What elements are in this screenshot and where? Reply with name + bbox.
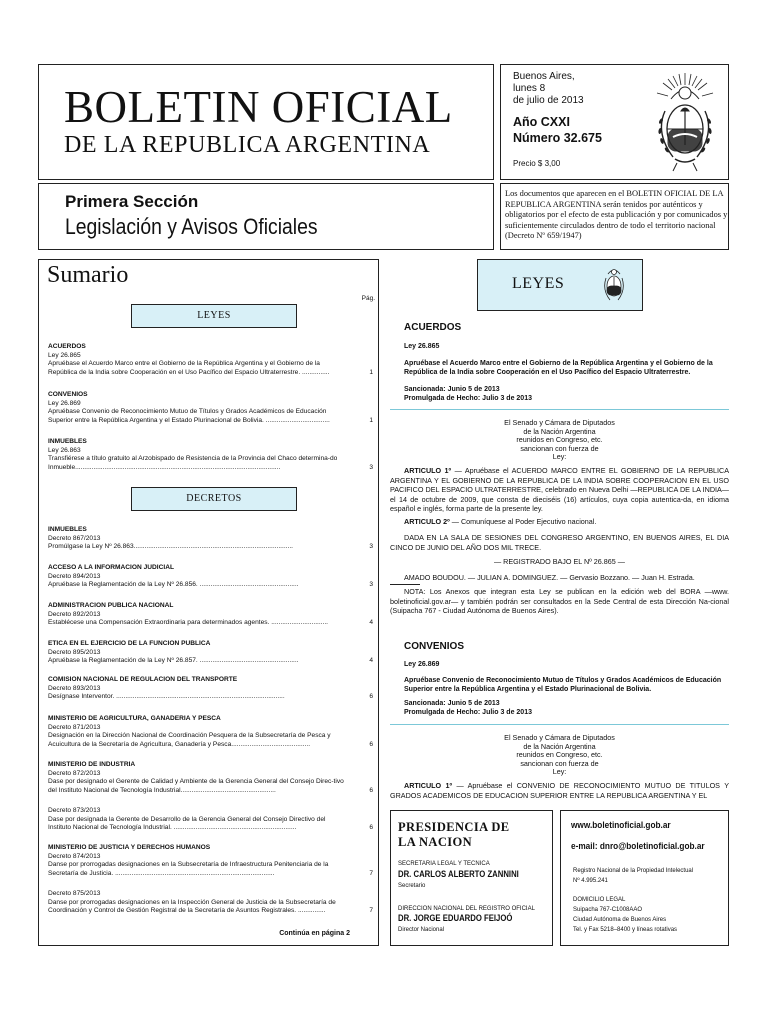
entry-heading: INMUEBLES bbox=[48, 438, 87, 445]
entry-page: 1 bbox=[369, 416, 373, 424]
section-name: Primera Sección bbox=[65, 192, 199, 211]
sumario-entry[interactable] bbox=[48, 602, 376, 628]
formula-line: de la Nación Argentina bbox=[523, 741, 596, 751]
contact-box bbox=[560, 810, 729, 946]
newspaper-title: BOLETIN OFICIAL bbox=[64, 82, 453, 132]
secretaria-label: SECRETARIA LEGAL Y TECNICA bbox=[398, 861, 490, 867]
formula-line: sancionan con fuerza de bbox=[520, 758, 599, 768]
entry-heading: MINISTERIO DE AGRICULTURA, GANADERIA Y PESCA bbox=[48, 715, 221, 722]
entry-description: Apruébase Convenio de Reconocimiento Mutuo de Títulos y Grados Académicos de Educación Superior entre la República Argentina y el Estado Plurinacional de Bolivia. ................................... bbox=[48, 408, 330, 424]
entry-ref: Ley 26.863 bbox=[48, 446, 81, 454]
entry-ref: Decreto 872/2013 bbox=[48, 769, 101, 777]
sumario-entry[interactable] bbox=[48, 890, 376, 916]
registro-number: Nº 4.995.241 bbox=[573, 878, 608, 884]
entry-ref: Decreto 875/2013 bbox=[48, 890, 101, 897]
entry-page: 4 bbox=[369, 619, 373, 627]
formula-line: Ley: bbox=[552, 767, 567, 777]
sumario-entry[interactable] bbox=[48, 526, 376, 552]
sumario-box bbox=[38, 259, 379, 946]
entry-heading: MINISTERIO DE JUSTICIA Y DERECHOS HUMANOS bbox=[48, 844, 211, 851]
entry-ref: Decreto 874/2013 bbox=[48, 852, 101, 860]
masthead bbox=[38, 64, 494, 180]
presidencia-title bbox=[398, 820, 510, 850]
acuerdos-enacting-formula bbox=[390, 419, 729, 462]
entry-page: 6 bbox=[369, 824, 373, 832]
entry-heading: ACCESO A LA INFORMACION JUDICIAL bbox=[48, 564, 175, 571]
formula-line: Ley: bbox=[552, 452, 567, 462]
article-text: — Apruébase el CONVENIO DE RECONOCIMIENTO MUTUO DE TITULOS Y GRADOS ACADEMICOS DE EDUCACION SUPERIOR ENTRE LA REPUBLICA ARGENTINA Y EL bbox=[390, 781, 729, 800]
formula-line: reunidos en Congreso, etc. bbox=[516, 750, 603, 760]
entry-heading: CONVENIOS bbox=[48, 391, 88, 398]
acuerdos-note: NOTA: Los Anexos que integran esta Ley se publican en la edición web del BORA —www. boletinoficial.gov.ar— y también podrán ser consultados en la Sede Central de esta Dirección Na-cional (Suipacha 767 - Ciudad Autónoma de Buenos Aires). bbox=[390, 587, 729, 616]
formula-line: El Senado y Cámara de Diputados bbox=[504, 733, 615, 742]
entry-page: 7 bbox=[369, 907, 373, 915]
sumario-decretos-label: DECRETOS bbox=[131, 487, 297, 511]
article-text: — Apruébase el ACUERDO MARCO ENTRE EL GOBIERNO DE LA REPUBLICA ARGENTINA Y EL GOBIERNO DE LA REPUBLICA DE LA INDIA SOBRE COOPERACION EN EL USO PACIFICO DEL ESPACIO ULTRATERRESTRE, celebrado en Nueva Delhi —REPUBLICA DE LA INDIA— el 14 de octubre de 2009, que consta de dieciséis (16) artículos, cuya copia autentica-da, en idioma español e inglés, forma parte de la presente ley. bbox=[390, 466, 729, 514]
convenios-heading: CONVENIOS bbox=[404, 641, 465, 652]
article-label: ARTICULO 2º bbox=[404, 517, 450, 526]
page-column-label: Pág. bbox=[361, 295, 375, 302]
acuerdos-heading: ACUERDOS bbox=[404, 322, 462, 333]
issue-city: Buenos Aires, bbox=[513, 71, 575, 82]
entry-heading: COMISION NACIONAL DE REGULACION DEL TRANSPORTE bbox=[48, 676, 238, 683]
entry-page: 3 bbox=[369, 581, 373, 589]
entry-heading: ACUERDOS bbox=[48, 343, 86, 350]
entry-description: Establécese una Compensación Extraordinaria para determinados agentes. ............................... bbox=[48, 619, 329, 627]
acuerdos-sancionada: Sancionada: Junio 5 de 2013 bbox=[404, 386, 500, 393]
entry-ref: Decreto 867/2013 bbox=[48, 534, 101, 542]
formula-line: sancionan con fuerza de bbox=[520, 443, 599, 453]
legal-notice-box bbox=[500, 183, 729, 250]
sumario-entry[interactable] bbox=[48, 844, 376, 878]
issue-number: Número 32.675 bbox=[513, 131, 602, 145]
entry-description: Dase por designada la Gerente de Desarrollo de la Gerencia General del Consejo Directivo del Instituto Nacional de Tecnología Industrial. ................................................................... bbox=[48, 815, 326, 832]
acuerdos-dada: DADA EN LA SALA DE SESIONES DEL CONGRESO ARGENTINO, EN BUENOS AIRES, EL DIA CINCO DE JUNIO DEL AÑO DOS MIL TRECE. bbox=[390, 533, 729, 552]
sumario-entry[interactable] bbox=[48, 438, 376, 472]
entry-page: 7 bbox=[369, 869, 373, 877]
convenios-promulgada: Promulgada de Hecho: Julio 3 de 2013 bbox=[404, 709, 532, 716]
article-label: ARTICULO 1º bbox=[404, 781, 453, 790]
address-city: Ciudad Autónoma de Buenos Aires bbox=[573, 917, 667, 923]
entry-description: Transfiérese a título gratuito al Arzobispado de Resistencia de la Provincia del Chaco determina-do Inmueble................................................................................................................ bbox=[48, 455, 338, 471]
coat-of-arms-icon bbox=[602, 266, 626, 304]
divider bbox=[390, 724, 729, 725]
entry-description: Apruébase la Reglamentación de la Ley Nº 26.856. ...................................................... bbox=[48, 581, 299, 589]
sumario-entry[interactable] bbox=[48, 807, 376, 833]
entry-page: 3 bbox=[369, 543, 373, 551]
continue-note[interactable]: Continúa en página 2 bbox=[279, 930, 350, 937]
issue-year: Año CXXI bbox=[513, 115, 570, 129]
leyes-banner-label: LEYES bbox=[512, 275, 565, 292]
acuerdos-article-2 bbox=[390, 517, 729, 527]
entry-ref: Decreto 893/2013 bbox=[48, 684, 101, 692]
convenios-sancionada: Sancionada: Junio 5 de 2013 bbox=[404, 700, 500, 707]
secretario-name: DR. CARLOS ALBERTO ZANNINI bbox=[398, 869, 519, 879]
entry-page: 6 bbox=[369, 693, 373, 701]
convenios-law-number: Ley 26.869 bbox=[404, 661, 440, 668]
sumario-title: Sumario bbox=[47, 262, 129, 288]
entry-description: Desígnase Interventor. ............................................................................................ bbox=[48, 693, 285, 701]
sumario-entry[interactable] bbox=[48, 676, 376, 702]
entry-description: Apruébase el Acuerdo Marco entre el Gobierno de la República Argentina y el Gobierno de la República de la India sobre Cooperación en el Uso Pacífico del Espacio Ultraterrestre. ............... bbox=[48, 360, 330, 376]
issue-info bbox=[500, 64, 729, 180]
entry-heading: ETICA EN EL EJERCICIO DE LA FUNCION PUBLICA bbox=[48, 640, 211, 647]
entry-description: Apruébase la Reglamentación de la Ley Nº 26.857. ...................................................... bbox=[48, 657, 299, 665]
issue-price: Precio $ 3,00 bbox=[513, 159, 561, 168]
legal-notice: Los documentos que aparecen en el BOLETIN OFICIAL DE LA REPUBLICA ARGENTINA serán tenidos por auténticos y obligatorios por el efecto de esta publicación y por comunicados y suficientemente circulados dentro de todo el territorio nacional (Decreto Nº 659/1947) bbox=[505, 189, 728, 241]
note-rule bbox=[390, 584, 420, 585]
entry-ref: Decreto 892/2013 bbox=[48, 610, 101, 618]
phone-fax: Tel. y Fax 5218–8400 y líneas rotativas bbox=[573, 927, 678, 933]
acuerdos-article-1 bbox=[390, 466, 729, 514]
domicilio-label: DOMICILIO LEGAL bbox=[573, 897, 626, 903]
entry-page: 6 bbox=[369, 786, 373, 794]
entry-heading: INMUEBLES bbox=[48, 526, 87, 533]
leyes-banner bbox=[477, 259, 643, 311]
section-header bbox=[38, 183, 494, 250]
presidencia-title-line: LA NACION bbox=[398, 835, 473, 849]
entry-heading: ADMINISTRACION PUBLICA NACIONAL bbox=[48, 602, 174, 609]
entry-description: Designación en la Dirección Nacional de Coordinación Pesquera de la Subsecretaría de Pesca y Acuicultura de la Secretaría de Agricultura, Ganadería y Pesca........................................... bbox=[48, 732, 331, 748]
sumario-entry[interactable] bbox=[48, 715, 376, 749]
formula-line: El Senado y Cámara de Diputados bbox=[504, 418, 615, 427]
entry-description: Danse por prorrogadas designaciones en la Inspección General de Justicia de la Subsecretaría de Coordinación y Control de Gestión Registral de la Secretaría de Asuntos Registrales. ............... bbox=[48, 898, 336, 915]
argentina-coat-of-arms-icon bbox=[649, 71, 721, 175]
convenios-enacting-formula bbox=[390, 734, 729, 777]
entry-description: Promúlgase la Ley Nº 26.863....................................................................................... bbox=[48, 543, 293, 551]
formula-line: de la Nación Argentina bbox=[523, 426, 596, 436]
sumario-entry[interactable] bbox=[48, 640, 376, 666]
convenios-summary: Apruébase Convenio de Reconocimiento Mutuo de Títulos y Grados Académicos de Educación Superior entre la República Argentina y el Estado Plurinacional de Bolivia. bbox=[404, 677, 722, 693]
section-subtitle: Legislación y Avisos Oficiales bbox=[65, 214, 318, 239]
website-link[interactable]: www.boletinoficial.gob.ar bbox=[571, 820, 671, 831]
entry-heading: MINISTERIO DE INDUSTRIA bbox=[48, 761, 136, 768]
entry-page: 1 bbox=[369, 368, 373, 376]
article-text: — Comuníquese al Poder Ejecutivo nacional. bbox=[449, 517, 597, 526]
acuerdos-promulgada: Promulgada de Hecho: Julio 3 de 2013 bbox=[404, 395, 532, 402]
divider bbox=[390, 409, 729, 410]
presidencia-title-line: PRESIDENCIA DE bbox=[398, 820, 510, 834]
acuerdos-registrado: — REGISTRADO BAJO EL Nº 26.865 — bbox=[494, 557, 625, 566]
entry-ref: Ley 26.865 bbox=[48, 351, 81, 359]
acuerdos-signatures: AMADO BOUDOU. — JULIAN A. DOMINGUEZ. — Gervasio Bozzano. — Juan H. Estrada. bbox=[404, 573, 695, 582]
presidencia-box bbox=[390, 810, 553, 946]
entry-page: 6 bbox=[369, 740, 373, 748]
convenios-article-1 bbox=[390, 781, 729, 801]
entry-ref: Decreto 871/2013 bbox=[48, 723, 101, 731]
entry-description: Dase por designado el Gerente de Calidad y Ambiente de la Gerencia General del Consejo Direc-tivo del Instituto Nacional de Tecnología Industrial.................................................... bbox=[48, 778, 344, 794]
issue-weekday: lunes 8 bbox=[513, 83, 546, 94]
sumario-entry[interactable] bbox=[48, 343, 376, 377]
sumario-entry[interactable] bbox=[48, 761, 376, 795]
acuerdos-law-number: Ley 26.865 bbox=[404, 343, 440, 350]
address-line: Suipacha 767-C1008AAO bbox=[573, 907, 643, 913]
entry-description: Danse por prorrogadas designaciones en la Subsecretaría de Infraestructura Penitenciaria de la Secretaría de Justicia. ....................................................................................... bbox=[48, 861, 329, 877]
email-link[interactable]: e-mail: dnro@boletinoficial.gob.ar bbox=[571, 841, 705, 852]
sumario-entry[interactable] bbox=[48, 391, 376, 425]
entry-ref: Decreto 895/2013 bbox=[48, 648, 101, 656]
sumario-leyes-label: LEYES bbox=[131, 304, 297, 328]
director-name: DR. JORGE EDUARDO FEIJOÓ bbox=[398, 913, 513, 923]
formula-line: reunidos en Congreso, etc. bbox=[516, 435, 603, 445]
secretario-role: Secretario bbox=[398, 883, 426, 889]
issue-date: de julio de 2013 bbox=[513, 95, 584, 106]
entry-page: 4 bbox=[369, 657, 373, 665]
acuerdos-summary: Apruébase el Acuerdo Marco entre el Gobierno de la República Argentina y el Gobierno de la República de la India sobre Cooperación en el Uso Pacífico del Espacio Ultraterrestre. bbox=[404, 360, 713, 376]
article-label: ARTICULO 1º bbox=[404, 466, 452, 475]
registro-label: Registro Nacional de la Propiedad Intelectual bbox=[573, 868, 694, 874]
direccion-label: DIRECCION NACIONAL DEL REGISTRO OFICIAL bbox=[398, 906, 535, 912]
entry-ref: Ley 26.869 bbox=[48, 399, 81, 407]
newspaper-subtitle: DE LA REPUBLICA ARGENTINA bbox=[64, 132, 431, 158]
entry-page: 3 bbox=[369, 463, 373, 471]
director-role: Director Nacional bbox=[398, 927, 445, 933]
entry-ref: Decreto 873/2013 bbox=[48, 807, 101, 814]
sumario-entry[interactable] bbox=[48, 564, 376, 590]
entry-ref: Decreto 894/2013 bbox=[48, 572, 101, 580]
